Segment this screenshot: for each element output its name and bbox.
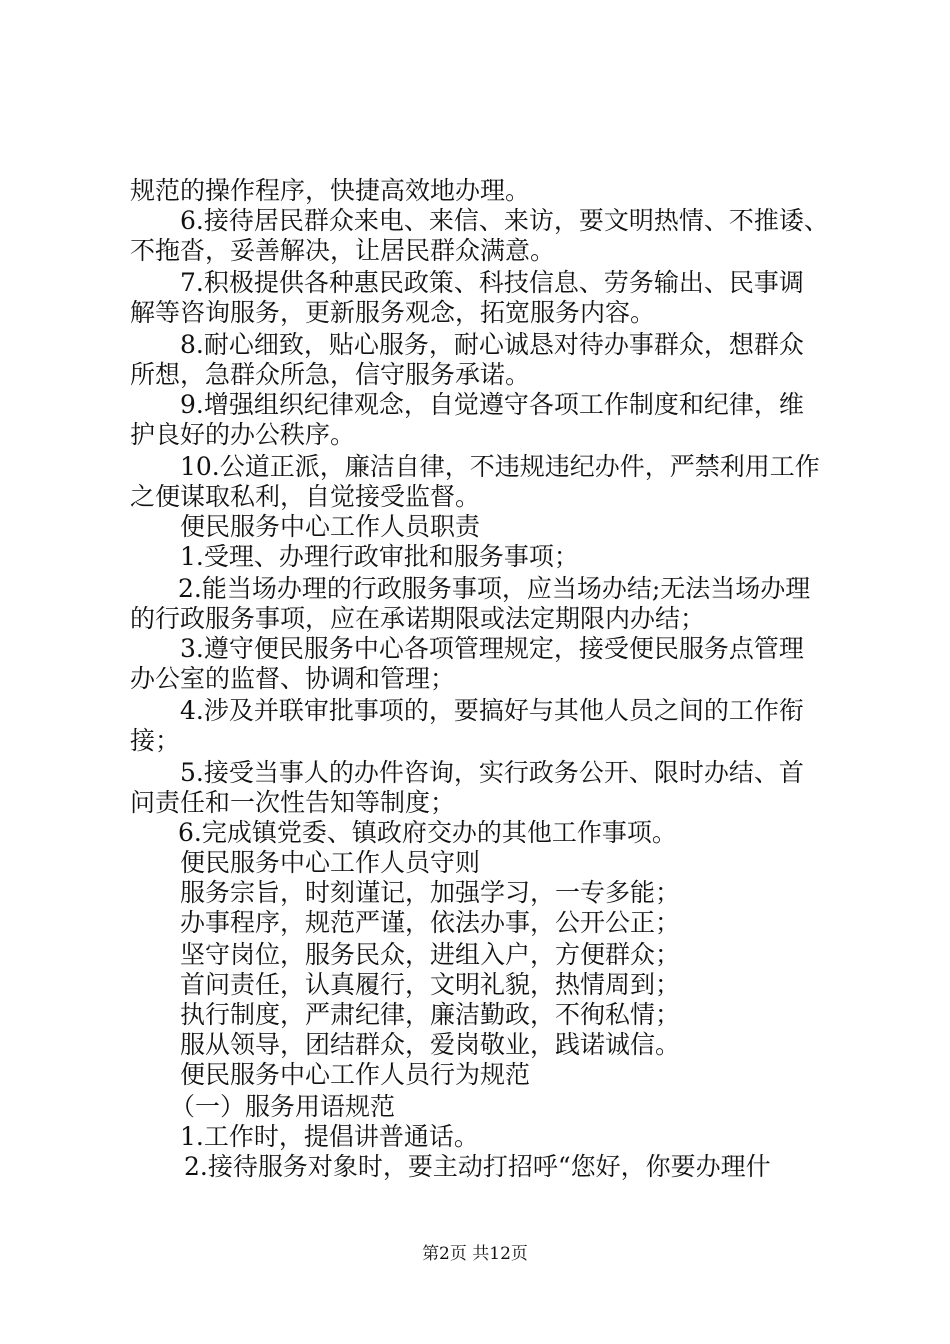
text-line: 服从领导，团结群众，爱岗敬业，践诺诚信。 [180, 1030, 681, 1059]
subsection-heading: （一）服务用语规范 [170, 1092, 396, 1121]
text-line: 规范的操作程序，快捷高效地办理。 [130, 176, 531, 205]
text-line: 2.能当场办理的行政服务事项，应当场办结;无法当场办理 [178, 574, 811, 603]
text-line: 解等咨询服务，更新服务观念，拓宽服务内容。 [130, 298, 656, 327]
text-line: 8.耐心细致，贴心服务，耐心诚恳对待办事群众，想群众 [180, 330, 804, 359]
text-line: 之便谋取私利，自觉接受监督。 [130, 482, 481, 511]
text-line: 坚守岗位，服务民众，进组入户，方便群众； [180, 940, 681, 969]
text-line: 问责任和一次性告知等制度； [130, 788, 456, 817]
section-heading: 便民服务中心工作人员职责 [180, 512, 481, 541]
text-line: 2.接待服务对象时，要主动打招呼“您好，你要办理什 [184, 1152, 771, 1181]
text-line: 1.受理、办理行政审批和服务事项； [180, 542, 579, 571]
section-heading: 便民服务中心工作人员守则 [180, 848, 481, 877]
text-line: 10.公道正派，廉洁自律，不违规违纪办件，严禁利用工作 [180, 452, 820, 481]
text-line: 办公室的监督、协调和管理； [130, 664, 456, 693]
text-line: 所想，急群众所急，信守服务承诺。 [130, 360, 531, 389]
text-line: 5.接受当事人的办件咨询，实行政务公开、限时办结、首 [180, 758, 804, 787]
text-line: 服务宗旨，时刻谨记，加强学习，一专多能； [180, 878, 681, 907]
text-line: 7.积极提供各种惠民政策、科技信息、劳务输出、民事调 [180, 268, 804, 297]
text-line: 首问责任，认真履行，文明礼貌，热情周到； [180, 970, 681, 999]
page-footer: 第2页 共12页 [422, 1244, 528, 1264]
text-line: 1.工作时，提倡讲普通话。 [180, 1122, 479, 1151]
text-line: 办事程序，规范严谨，依法办事，公开公正； [180, 908, 681, 937]
text-line: 4.涉及并联审批事项的，要搞好与其他人员之间的工作衔 [180, 696, 804, 725]
text-line: 9.增强组织纪律观念，自觉遵守各项工作制度和纪律，维 [180, 390, 804, 419]
text-line: 6.接待居民群众来电、来信、来访，要文明热情、不推诿、 [180, 206, 829, 235]
text-line: 护良好的办公秩序。 [130, 420, 356, 449]
section-heading: 便民服务中心工作人员行为规范 [180, 1060, 531, 1089]
text-line: 执行制度，严肃纪律，廉洁勤政，不徇私情； [180, 1000, 681, 1029]
text-line: 接； [130, 726, 181, 755]
text-line: 的行政服务事项，应在承诺期限或法定期限内办结； [130, 604, 706, 633]
text-line: 不拖沓，妥善解决，让居民群众满意。 [130, 236, 556, 265]
text-line: 6.完成镇党委、镇政府交办的其他工作事项。 [178, 818, 677, 847]
text-line: 3.遵守便民服务中心各项管理规定，接受便民服务点管理 [180, 634, 804, 663]
